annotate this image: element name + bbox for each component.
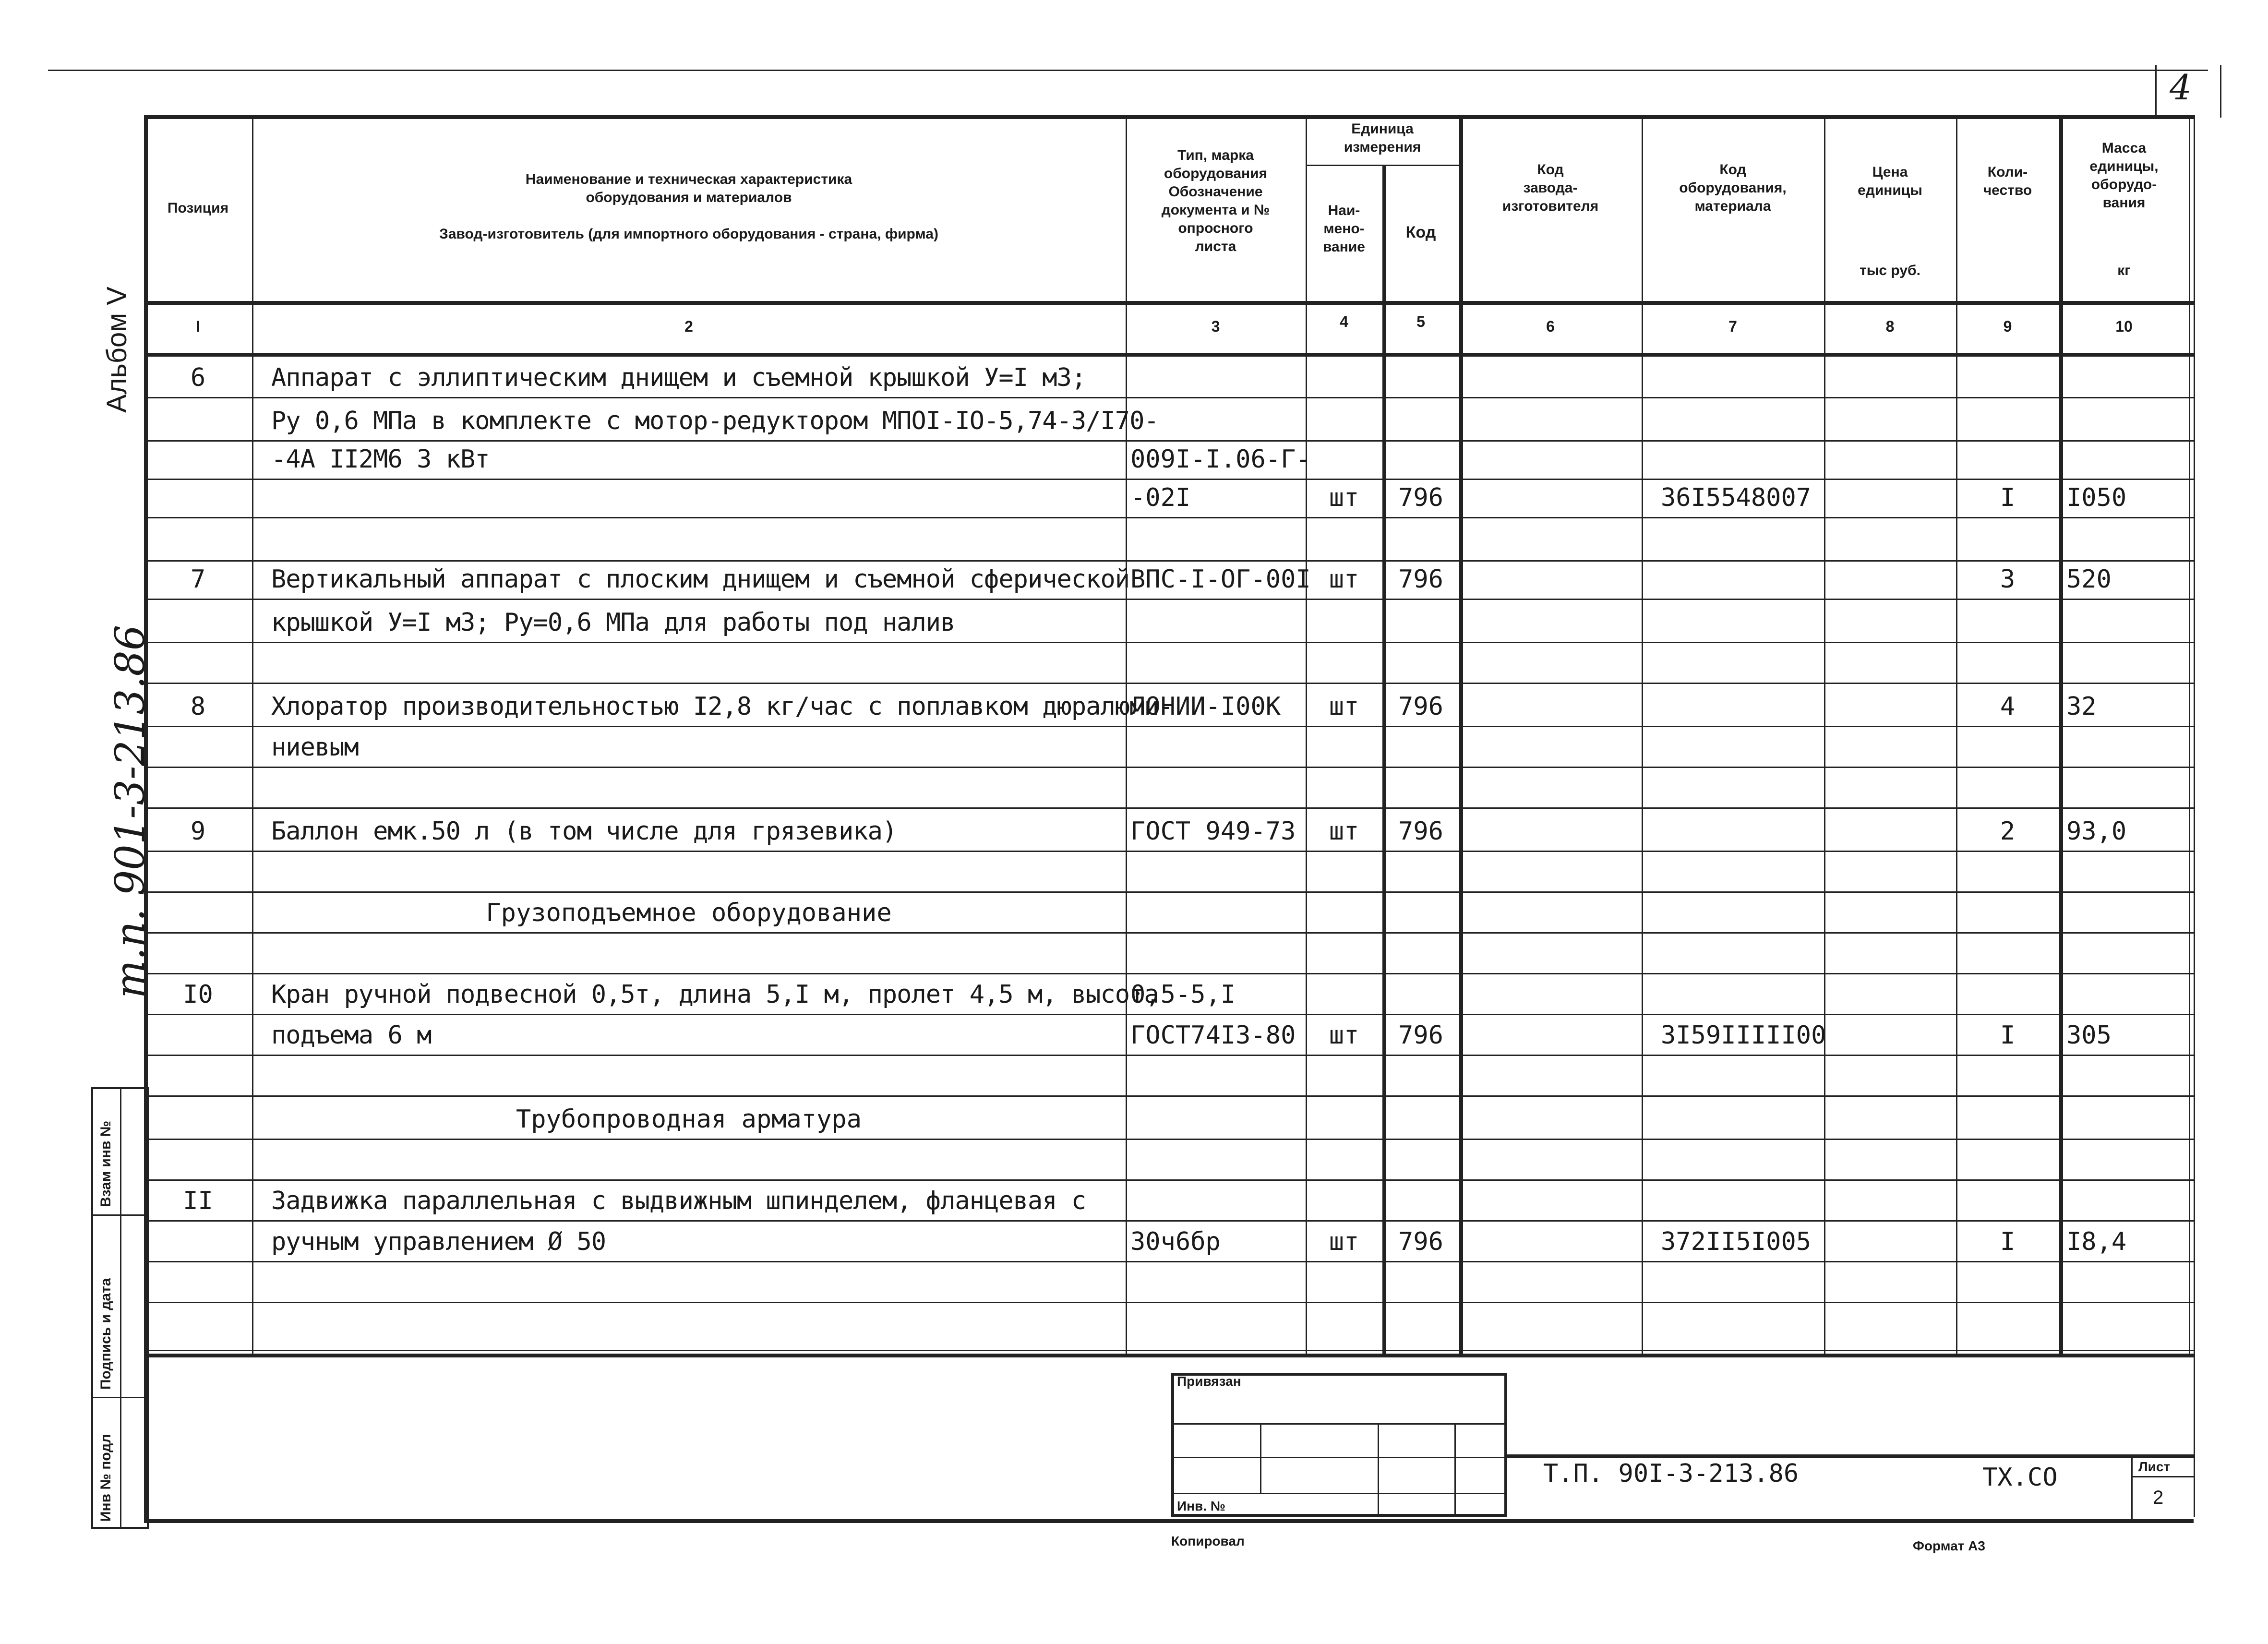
row-divider [144,1261,2194,1262]
header-position: Позиция [167,200,229,216]
document-code: Т.П. 90I-3-213.86 [1543,1459,1799,1488]
colnum-9: 9 [2003,318,2012,335]
sheet-box-line [2131,1476,2194,1477]
colnum-10: 10 [2115,318,2133,335]
row-divider [144,1139,2194,1140]
header-mass-unit: кг [2117,263,2131,278]
inv-label: Инв. № [1177,1499,1226,1513]
tb-line [1454,1423,1456,1517]
row-divider [144,517,2194,518]
row-divider [144,1095,2194,1097]
cell-code: 796 [1398,1021,1443,1050]
row-divider [144,642,2194,643]
colnum-1: I [196,318,200,335]
cell-unit: шт [1329,565,1359,594]
cell-name: Задвижка параллельная с выдвижным шпинделем, фланцевая с [271,1187,1086,1215]
row-divider [144,1014,2194,1015]
cell-code: 796 [1398,692,1443,721]
row-divider [144,767,2194,768]
cell-qty: I [2000,1021,2016,1050]
cell-type: 0,5-5,I [1130,980,1236,1009]
stamp-divider-v [120,1087,121,1529]
colnum-6: 6 [1546,318,1555,335]
cell-type: ВПС-I-ОГ-00I [1130,565,1311,594]
cell-name: Аппарат с эллиптическим днищем и съемной крышкой У=I м3; [271,363,1086,392]
cell-code: 796 [1398,483,1443,512]
cell-qty: 4 [2000,692,2016,721]
cell-type: ГОСТ 949-73 [1130,817,1296,846]
row-divider [144,1179,2194,1181]
row-divider [144,560,2194,562]
cell-type: 009I-I.06-Г- [1130,445,1311,474]
row-divider [144,726,2194,727]
header-equipment-code: Код оборудования, материала [1679,162,1787,214]
row-divider [144,851,2194,852]
cell-code: 796 [1398,1227,1443,1256]
row-divider [144,479,2194,480]
cell-qty: 2 [2000,817,2016,846]
row-divider [144,1220,2194,1222]
col-line [1459,115,1463,1354]
stamp-inv: Инв № подл [98,1434,114,1522]
frame-right-border [2194,115,2195,1517]
cell-type: 30ч6бр [1130,1227,1221,1256]
tb-main-top [1507,1454,2194,1458]
row-divider [144,1055,2194,1056]
colnum-8: 8 [1885,318,1895,335]
cell-code: 796 [1398,817,1443,846]
header-factory-code: Код завода- изготовителя [1502,162,1599,214]
colnum-2: 2 [684,318,693,335]
header-bottom-line [144,301,2194,305]
cell-mass: I050 [2066,483,2127,512]
row-divider [144,932,2194,934]
section-heading: Трубопроводная арматура [516,1105,862,1134]
header-price: Цена единицы [1858,164,1922,198]
header-price-unit: тыс руб. [1860,263,1920,278]
cell-unit: шт [1329,1227,1359,1256]
frame-bottom-line [144,1519,2194,1523]
colnum-4: 4 [1340,313,1348,330]
table-bottom-line [144,1354,2194,1357]
format-label: Формат А3 [1913,1538,1985,1553]
project-handwritten: т.п. 901-3-213.86 [107,624,154,998]
row-divider [144,440,2194,442]
col-line [1126,115,1127,1354]
document-mark: ТХ.СО [1982,1463,2058,1492]
cell-code: 796 [1398,565,1443,594]
sheet-label: Лист [2138,1459,2171,1474]
page-number-box-right [2220,65,2221,118]
row-divider [144,807,2194,809]
row-divider [144,1350,2194,1351]
colnum-7: 7 [1728,318,1737,335]
page-number: 4 [2170,67,2192,108]
stamp-podpis: Подпись и дата [98,1278,114,1390]
header-unit-name: Наи- мено- вание [1323,203,1365,255]
cell-pos: I0 [183,980,213,1009]
copied-label: Копировал [1171,1534,1245,1548]
col-line [1642,115,1643,1354]
sheet-number: 2 [2153,1487,2164,1508]
colnum-bottom-line [144,353,2194,357]
cell-name: ниевым [271,733,359,762]
cell-pos: II [183,1187,213,1215]
tb-line [1171,1423,1507,1425]
tb-line [1171,1493,1507,1494]
cell-qty: I [2000,483,2016,512]
row-divider [144,1302,2194,1303]
tb-line [1260,1423,1261,1493]
section-heading: Грузоподъемное оборудование [486,899,892,927]
cell-pos: 6 [190,363,206,392]
frame-top-line [48,70,2208,71]
row-divider [144,973,2194,974]
cell-mass: 520 [2066,565,2112,594]
cell-mass: 32 [2066,692,2097,721]
cell-equip-code: 3I59IIIII00 [1661,1021,1826,1050]
cell-qty: 3 [2000,565,2016,594]
colnum-3: 3 [1211,318,1220,335]
col-line [1382,165,1386,1354]
tb-line [1171,1457,1507,1458]
cell-name: подъема 6 м [271,1021,432,1050]
cell-unit: шт [1329,817,1359,846]
cell-name: Ру 0,6 МПа в комплекте с мотор-редуктором МПОI-IО-5,74-3/I70- [271,407,1159,435]
cell-pos: 8 [190,692,206,721]
cell-type: ГОСТ74I3-80 [1130,1021,1296,1050]
header-quantity: Коли- чество [1983,164,2032,198]
cell-name: ручным управлением Ø 50 [271,1227,606,1256]
cell-mass: 305 [2066,1021,2112,1050]
col-line [2059,115,2063,1354]
cell-qty: I [2000,1227,2016,1256]
cell-name: -4А II2М6 3 кВт [271,445,490,474]
cell-name: Хлоратор производительностью I2,8 кг/час с поплавком дюралюми- [271,692,1174,721]
sheet-box-line [2131,1454,2133,1519]
cell-equip-code: 372II5I005 [1661,1227,1812,1256]
privyazan-label: Привязан [1177,1374,1241,1389]
cell-name: Кран ручной подвесной 0,5т, длина 5,I м, пролет 4,5 м, высота [271,980,1159,1009]
colnum-5: 5 [1416,313,1425,330]
row-divider [144,599,2194,600]
cell-pos: 7 [190,565,206,594]
row-divider [144,891,2194,893]
cell-unit: шт [1329,483,1359,512]
page-number-box [2155,65,2157,118]
cell-mass: I8,4 [2066,1227,2127,1256]
col-line [2189,115,2190,1354]
cell-name: Вертикальный аппарат с плоским днищем и съемной сферической [271,565,1130,594]
cell-name: крышкой У=I м3; Ру=0,6 МПа для работы под налив [271,608,955,637]
row-divider [144,683,2194,684]
cell-type: -02I [1130,483,1191,512]
col-line [1956,115,1957,1354]
header-mass: Масса единицы, оборудо- вания [2089,140,2159,211]
cell-equip-code: 36I5548007 [1661,483,1812,512]
table-top-border [144,115,2194,119]
album-label: Альбом V [101,287,132,413]
cell-mass: 93,0 [2066,817,2127,846]
cell-unit: шт [1329,1021,1359,1050]
stamp-vzam: Взам инв № [98,1120,114,1207]
col-line [252,115,253,1354]
row-divider [144,397,2194,398]
col-line [1824,115,1825,1354]
header-type: Тип, марка оборудования Обозначение документа и № опросного листа [1161,147,1270,254]
cell-name: Баллон емк.50 л (в том числе для грязевика) [271,817,897,846]
cell-unit: шт [1329,692,1359,721]
tb-line [1378,1423,1379,1517]
cell-pos: 9 [190,817,206,846]
privyazan-block [1171,1373,1507,1517]
header-name: Наименование и техническая характеристика оборудования и материалов Завод-изготовитель (для импортного оборудования - страна, фирма) [439,171,938,242]
header-unit-code: Код [1405,223,1436,241]
cell-type: ЛОНИИ-I00К [1130,692,1281,721]
col-line [1306,115,1307,1354]
header-unit-group: Единица измерения [1344,121,1421,155]
